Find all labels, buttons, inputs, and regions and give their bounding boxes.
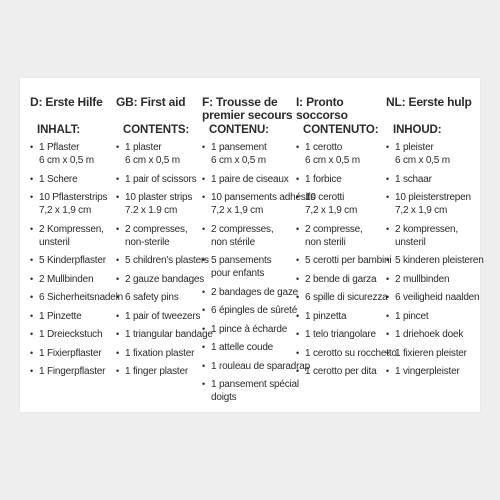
item-text: • 1 pincet bbox=[395, 310, 429, 322]
list-item bbox=[386, 310, 478, 323]
item-detail: 7,2 x 1,9 cm bbox=[39, 205, 92, 216]
list-item bbox=[116, 310, 202, 323]
list-item bbox=[116, 141, 202, 167]
list-item bbox=[30, 365, 116, 378]
item-text: • 2 Kompressen, bbox=[39, 223, 104, 235]
list-item bbox=[386, 141, 478, 167]
item-text: • 2 bende di garza bbox=[305, 273, 377, 285]
list-item bbox=[202, 341, 296, 354]
column-german bbox=[30, 95, 124, 384]
list-item bbox=[202, 360, 311, 373]
column-heading: INHOUD: bbox=[393, 124, 442, 136]
item-detail: 7,2 x 1,9 cm bbox=[305, 205, 358, 216]
column-french bbox=[202, 95, 316, 410]
list-item bbox=[296, 223, 386, 249]
item-text: • 10 plaster strips bbox=[125, 192, 193, 203]
contents-list bbox=[202, 141, 316, 404]
list-item bbox=[386, 347, 478, 360]
item-detail: doigts bbox=[211, 392, 237, 403]
list-item bbox=[30, 254, 116, 267]
column-heading: INHALT: bbox=[37, 124, 81, 136]
list-item bbox=[30, 328, 116, 341]
item-text: • 1 Pflaster bbox=[39, 142, 80, 153]
item-text: • 2 compresse, bbox=[305, 223, 363, 235]
column-dutch bbox=[386, 95, 484, 384]
list-item bbox=[116, 328, 213, 341]
item-text: • 1 Pinzette bbox=[39, 310, 82, 322]
item-detail: unsteril bbox=[39, 236, 70, 248]
item-text: • 5 kinderen pleisteren bbox=[395, 255, 484, 266]
list-item bbox=[202, 223, 296, 249]
item-text: • 1 cerotto bbox=[305, 142, 343, 153]
item-text: • 2 compresses, bbox=[211, 223, 274, 235]
column-italian bbox=[296, 95, 397, 384]
item-detail: non stérile bbox=[211, 236, 255, 248]
list-item bbox=[386, 365, 478, 378]
item-text: • 1 fixation plaster bbox=[125, 347, 195, 359]
item-text: • 1 triangular bandage bbox=[125, 329, 213, 340]
item-text: • 1 paire de ciseaux bbox=[211, 173, 289, 185]
list-item bbox=[202, 378, 299, 404]
item-detail: non sterili bbox=[305, 236, 346, 248]
item-detail: unsteril bbox=[395, 236, 426, 248]
item-detail: 6 cm x 0,5 m bbox=[125, 155, 180, 166]
list-item bbox=[202, 286, 299, 299]
item-text: • 1 cerotto su rocchetto bbox=[305, 347, 397, 359]
item-text: • 2 gauze bandages bbox=[125, 273, 205, 285]
item-text: • 1 forbice bbox=[305, 173, 342, 185]
item-text: • 10 pleisterstrepen bbox=[395, 192, 471, 203]
item-detail: 6 cm x 0,5 m bbox=[211, 155, 266, 166]
item-text: • 10 pansements adhésifs bbox=[211, 192, 316, 203]
item-text: • 1 Fixierpflaster bbox=[39, 347, 102, 359]
item-text: • 1 finger plaster bbox=[125, 366, 188, 377]
item-text: • 2 mullbinden bbox=[395, 273, 450, 285]
item-text: • 1 Fingerpflaster bbox=[39, 366, 106, 377]
column-title: D: Erste Hilfe bbox=[30, 95, 103, 109]
item-text: • 1 pansement spécial bbox=[211, 379, 299, 390]
list-item bbox=[296, 310, 386, 323]
list-item bbox=[116, 273, 205, 286]
list-item bbox=[296, 141, 386, 167]
list-item bbox=[296, 328, 386, 341]
item-detail: pour enfants bbox=[211, 268, 265, 279]
item-detail: non-sterile bbox=[125, 236, 170, 248]
list-item bbox=[116, 173, 202, 186]
list-item bbox=[30, 310, 116, 323]
list-item bbox=[202, 141, 296, 167]
item-text: • 1 plaster bbox=[125, 142, 162, 153]
item-text: • 1 rouleau de sparadrap bbox=[211, 360, 311, 372]
list-item bbox=[296, 291, 386, 304]
item-text: • 1 schaar bbox=[395, 173, 432, 185]
list-item bbox=[386, 273, 478, 286]
list-item bbox=[296, 173, 386, 186]
list-item bbox=[116, 365, 202, 378]
list-item bbox=[386, 173, 478, 186]
item-detail: 7,2 x 1,9 cm bbox=[395, 205, 448, 216]
column-english bbox=[116, 95, 213, 384]
item-text: • 1 pinzetta bbox=[305, 310, 347, 322]
list-item bbox=[30, 191, 116, 217]
list-item bbox=[386, 254, 484, 267]
list-item bbox=[30, 223, 116, 249]
item-text: • 6 spille di sicurezza bbox=[305, 292, 388, 303]
item-text: • 5 Kinderpflaster bbox=[39, 255, 106, 266]
item-text: • 1 vingerpleister bbox=[395, 366, 460, 377]
list-item bbox=[386, 223, 478, 249]
list-item bbox=[296, 365, 386, 378]
item-text: • 6 safety pins bbox=[125, 292, 179, 303]
list-item bbox=[30, 291, 124, 304]
item-text: • 1 attelle coude bbox=[211, 342, 274, 353]
list-item bbox=[116, 254, 209, 267]
item-text: • 10 Pflasterstrips bbox=[39, 192, 108, 203]
item-text: • 1 Dreieckstuch bbox=[39, 329, 103, 340]
list-item bbox=[116, 291, 202, 304]
list-item bbox=[296, 254, 392, 267]
list-item bbox=[30, 347, 116, 360]
column-title: NL: Eerste hulp bbox=[386, 95, 472, 109]
item-text: • 1 driehoek doek bbox=[395, 329, 464, 340]
list-item bbox=[296, 273, 386, 286]
item-text: • 6 Sicherheitsnadeln bbox=[39, 292, 124, 303]
item-detail: 7.2 x 1.9 cm bbox=[125, 205, 178, 216]
list-item bbox=[386, 191, 478, 217]
item-text: • 5 children's plasters bbox=[125, 255, 209, 266]
item-detail: 6 cm x 0,5 m bbox=[395, 155, 450, 166]
list-item bbox=[116, 191, 202, 217]
column-title: I: Pronto soccorso bbox=[296, 95, 348, 122]
item-text: • 1 pleister bbox=[395, 142, 434, 153]
list-item bbox=[296, 347, 397, 360]
column-title: F: Trousse de premier secours bbox=[202, 95, 293, 122]
column-heading: CONTENUTO: bbox=[303, 124, 379, 136]
list-item bbox=[202, 191, 316, 217]
list-item bbox=[296, 191, 386, 217]
item-text: • 2 Mullbinden bbox=[39, 273, 94, 285]
list-item bbox=[202, 323, 296, 336]
item-text: • 2 compresses, bbox=[125, 223, 188, 235]
item-text: • 1 pair of tweezers bbox=[125, 310, 201, 322]
item-text: • 1 cerotto per dita bbox=[305, 366, 377, 377]
item-text: • 6 épingles de sûreté bbox=[211, 305, 298, 316]
list-item bbox=[386, 291, 478, 304]
item-text: • 1 fixieren pleister bbox=[395, 347, 467, 359]
column-heading: CONTENTS: bbox=[123, 124, 190, 136]
column-heading: CONTENU: bbox=[209, 124, 269, 136]
list-item bbox=[30, 141, 116, 167]
contents-list bbox=[30, 141, 124, 378]
list-item bbox=[386, 328, 478, 341]
item-text: • 1 pansement bbox=[211, 142, 267, 153]
contents-list bbox=[116, 141, 213, 378]
item-text: • 5 pansements bbox=[211, 255, 272, 266]
item-text: • 2 kompressen, bbox=[395, 223, 458, 235]
item-detail: 6 cm x 0,5 m bbox=[305, 155, 360, 166]
list-item bbox=[202, 254, 296, 280]
contents-list bbox=[296, 141, 397, 378]
column-title: GB: First aid bbox=[116, 95, 186, 109]
item-text: • 6 veiligheid naalden bbox=[395, 292, 480, 303]
list-item bbox=[116, 347, 202, 360]
item-text: • 5 cerotti per bambini bbox=[305, 255, 392, 266]
contents-list bbox=[386, 141, 484, 378]
list-item bbox=[202, 173, 296, 186]
list-item bbox=[202, 304, 296, 317]
item-text: • 1 telo triangolare bbox=[305, 329, 376, 340]
list-item bbox=[30, 173, 116, 186]
item-text: • 2 bandages de gaze bbox=[211, 286, 299, 298]
list-item bbox=[116, 223, 202, 249]
first-aid-contents-card bbox=[20, 78, 484, 412]
item-detail: 7,2 x 1,9 cm bbox=[211, 205, 264, 216]
item-text: • 1 Schere bbox=[39, 173, 78, 185]
item-text: • 10 cerotti bbox=[305, 192, 345, 203]
item-text: • 1 pair of scissors bbox=[125, 173, 197, 185]
list-item bbox=[30, 273, 116, 286]
item-detail: 6 cm x 0,5 m bbox=[39, 155, 94, 166]
item-text: • 1 pince à écharde bbox=[211, 323, 288, 335]
